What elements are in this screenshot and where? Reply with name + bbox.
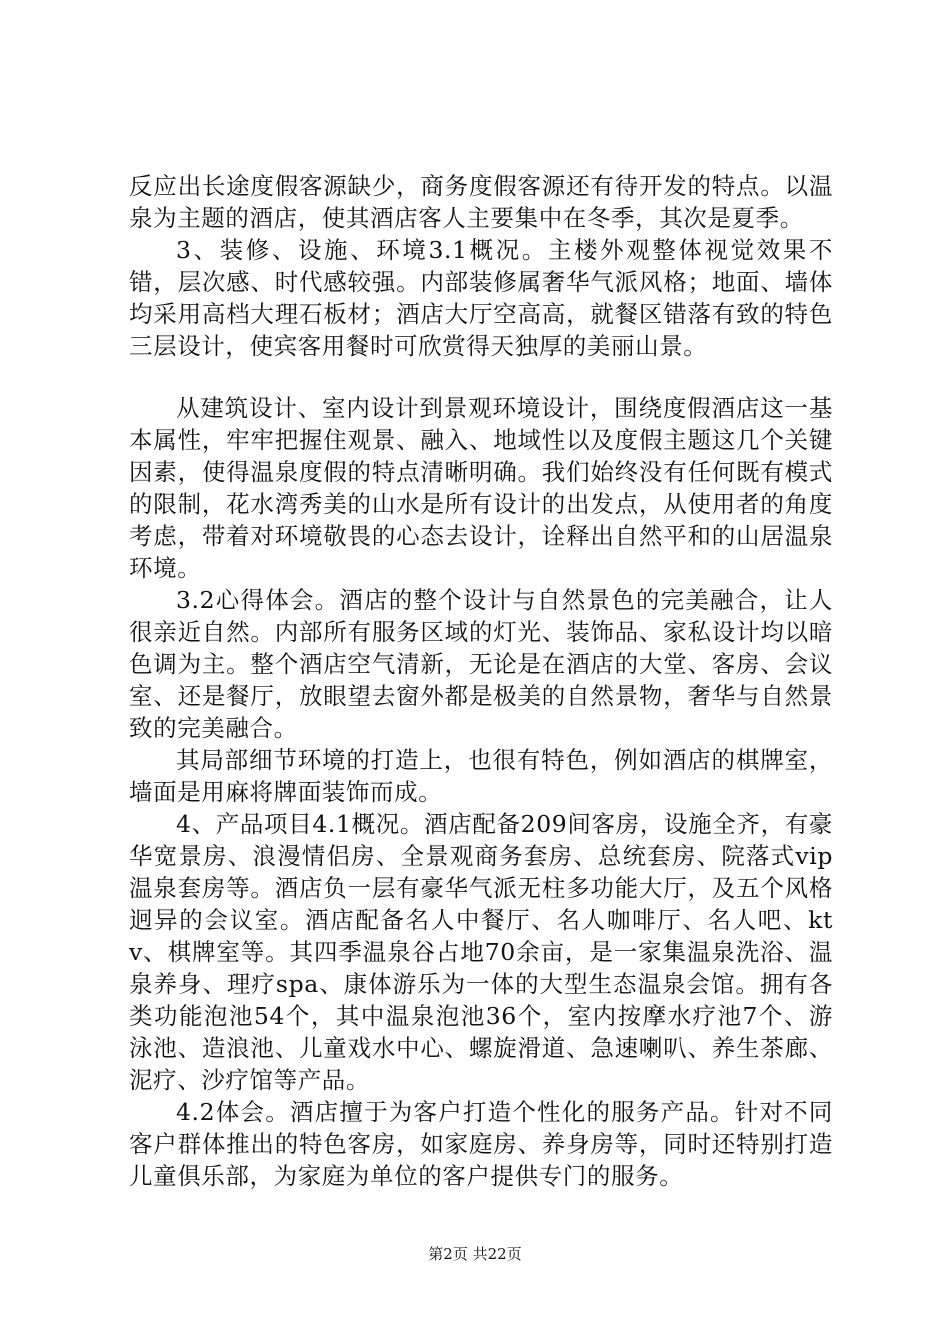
paragraph-chess-room: 其局部细节环境的打造上，也很有特色，例如酒店的棋牌室，墙面是用麻将牌面装饰而成。 <box>129 746 833 806</box>
page-number-footer: 第2页 共22页 <box>428 1245 522 1263</box>
paragraph-section-4-2: 4.2体会。酒店擅于为客户打造个性化的服务产品。针对不同客户群体推出的特色客房，如家庭房、养身房等，同时还特别打造儿童俱乐部，为家庭为单位的客户提供专门的服务。 <box>129 1098 833 1190</box>
paragraph-design-concept: 从建筑设计、室内设计到景观环境设计，围绕度假酒店这一基本属性，牢牢把握住观景、融入、地域性以及度假主题这几个关键因素，使得温泉度假的特点清晰明确。我们始终没有任何既有模式的限制，花水湾秀美的山水是所有设计的出发点，从使用者的角度考虑，带着对环境敬畏的心态去设计，诠释出自然平和的山居温泉环境。 <box>129 394 833 582</box>
document-body <box>129 170 833 1192</box>
paragraph-section-3-2: 3.2心得体会。酒店的整个设计与自然景色的完美融合，让人很亲近自然。内部所有服务区域的灯光、装饰品、家私设计均以暗色调为主。整个酒店空气清新，无论是在酒店的大堂、客房、会议室、还是餐厅，放眼望去窗外都是极美的自然景物，奢华与自然景致的完美融合。 <box>129 586 833 742</box>
paragraph-section-4-1: 4、产品项目4.1概况。酒店配备209间客房，设施全齐，有豪华宽景房、浪漫情侣房、全景观商务套房、总统套房、院落式vip温泉套房等。酒店负一层有豪华气派无柱多功能大厅，及五个风格迥异的会议室。酒店配备名人中餐厅、名人咖啡厅、名人吧、ktv、棋牌室等。其四季温泉谷占地70余亩，是一家集温泉洗浴、温泉养身、理疗spa、康体游乐为一体的大型生态温泉会馆。拥有各类功能泡池54个，其中温泉泡池36个，室内按摩水疗池7个、游泳池、造浪池、儿童戏水中心、螺旋滑道、急速喇叭、养生茶廊、泥疗、沙疗馆等产品。 <box>129 810 833 1094</box>
paragraph-continuation: 反应出长途度假客源缺少，商务度假客源还有待开发的特点。以温泉为主题的酒店，使其酒店客人主要集中在冬季，其次是夏季。 <box>129 172 833 232</box>
paragraph-section-3-1: 3、装修、设施、环境3.1概况。主楼外观整体视觉效果不错，层次感、时代感较强。内部装修属奢华气派风格；地面、墙体均采用高档大理石板材；酒店大厅空高高，就餐区错落有致的特色三层设计，使宾客用餐时可欣赏得天独厚的美丽山景。 <box>129 236 833 360</box>
